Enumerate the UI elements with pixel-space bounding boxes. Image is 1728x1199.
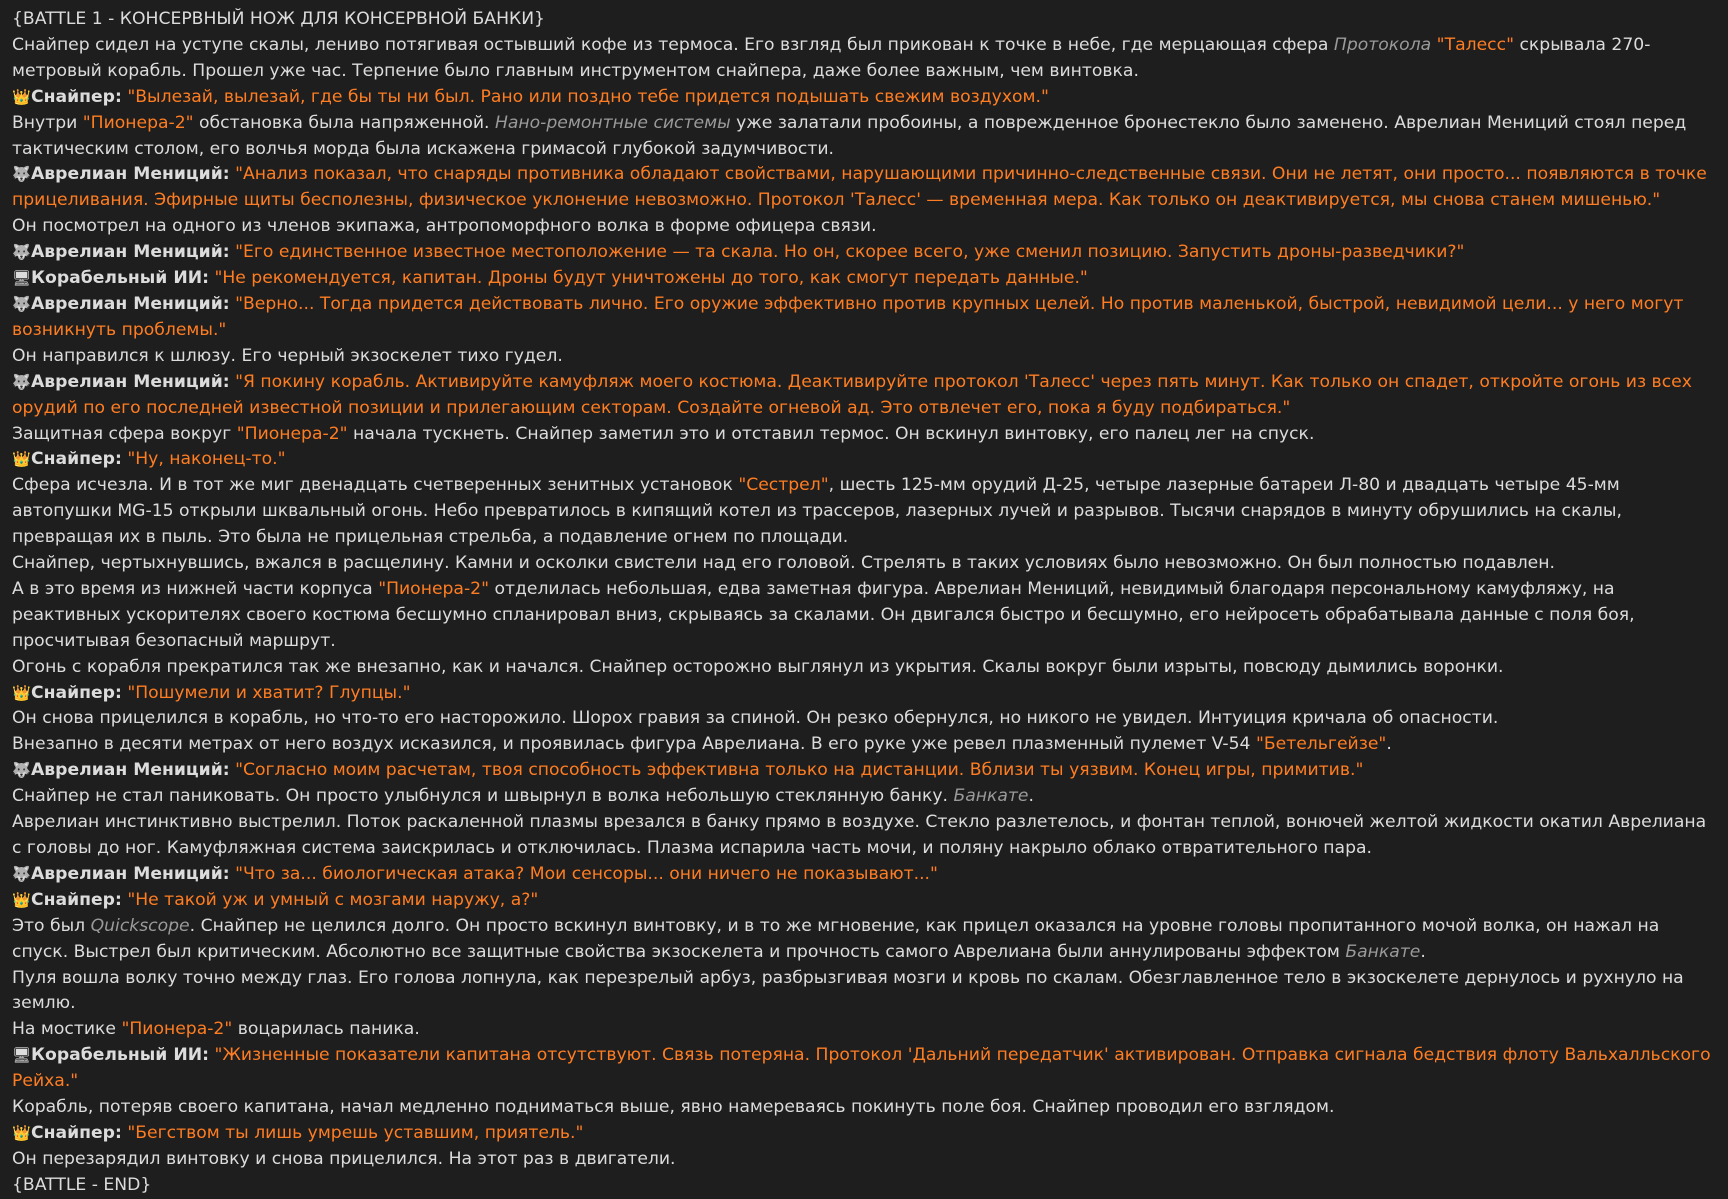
wolf-icon: 🐺 [12,243,31,262]
narration-line [12,33,1716,85]
crown-icon: 👑 [12,890,31,909]
narration-line [12,111,1716,163]
wolf-icon: 🐺 [12,372,31,391]
narration-line [12,1017,1716,1043]
dialogue-line [12,758,1716,784]
speaker-name: Снайпер: [31,1122,122,1143]
highlighted-text: "Сестрел" [738,475,829,496]
highlighted-text: "Жизненные показатели капитана отсутствуют. Связь потеряна. Протокол 'Дальний передатчик' активирован. Отправка сигнала бедствия флоту Вальхалльского Рейха." [12,1045,1711,1092]
italic-term: Банкате [1345,941,1421,962]
text-segment: Он посмотрел на одного из членов экипажа, антропоморфного волка в форме офицера связи. [12,216,877,237]
dialogue-line [12,370,1716,422]
dialogue-line [12,1121,1716,1147]
text-segment: А в это время из нижней части корпуса [12,578,379,599]
speaker-name: Снайпер: [31,86,122,107]
dialogue-line [12,447,1716,473]
narration-line [12,1173,1716,1199]
text-segment: Аврелиан инстинктивно выстрелил. Поток раскаленной плазмы врезался в банку прямо в воздухе. Стекло разлетелось, и фонтан теплой, вонючей желтой жидкости окатил Аврелиана с головы до ног. Камуфляжная система заискрилась и отключилась. Плазма испарила часть мочи, и поляну накрыло облако отвратительного пара. [12,812,1707,858]
dialogue-line [12,862,1716,888]
text-segment: скрывала 270-метровый корабль. Прошел уже час. Терпение было главным инструментом снайпера, даже более важным, чем винтовка. [12,34,1651,81]
dialogue-line [12,292,1716,344]
highlighted-text: "Бетельгейзе" [1255,734,1387,755]
monitor-icon: 🖥 [12,269,32,288]
text-segment: Сфера исчезла. И в тот же миг двенадцать счетверенных зенитных установок [12,475,739,496]
speaker-name: Аврелиан Мениций: [31,293,230,314]
text-segment: На мостике [12,1019,122,1040]
narration-line [12,784,1716,810]
text-segment: Защитная сфера вокруг [12,423,237,444]
highlighted-text: "Не такой уж и умный с мозгами наружу, а?" [127,889,539,910]
speaker-name: Аврелиан Мениций: [31,760,230,781]
speaker-name: Корабельный ИИ: [31,1045,209,1066]
text-segment: Это был [12,915,91,936]
speaker-name: Аврелиан Мениций: [31,863,230,884]
narration-line [12,655,1716,681]
text-segment: {BATTLE 1 - КОНСЕРВНЫЙ НОЖ ДЛЯ КОНСЕРВНОЙ БАНКИ} [12,9,545,29]
wolf-icon: 🐺 [12,864,31,883]
narration-line [12,551,1716,577]
text-segment: обстановка была напряженной. [193,112,495,133]
text-segment: уже залатали пробоины, а поврежденное бронестекло было заменено. Аврелиан Мениций стоял перед тактическим столом, его волчья морда была искажена гримасой глубокой задумчивости. [12,112,1687,159]
highlighted-text: "Пошумели и хватит? Глупцы." [127,682,411,703]
highlighted-text: "Его единственное известное местоположение — та скала. Но он, скорее всего, уже сменил позицию. Запустить дроны-разведчики?" [235,242,1465,263]
highlighted-text: "Верно... Тогда придется действовать лично. Его оружие эффективно против крупных целей. Но против маленькой, быстрой, невидимой цели... у него могут возникнуть проблемы." [12,293,1684,340]
wolf-icon: 🐺 [12,165,31,184]
text-segment: {BATTLE - END} [12,1174,152,1195]
monitor-icon: 🖥 [12,1046,32,1065]
text-segment: Внутри [12,112,83,133]
text-segment: Пуля вошла волку точно между глаз. Его голова лопнула, как перезрелый арбуз, разбрызгивая мозги и кровь по скалам. Обезглавленное тело в экзоскелете дернулось и рухнуло на землю. [12,967,1684,1014]
narration-line [12,706,1716,732]
text-segment: . Снайпер не целился долго. Он просто вскинул винтовку, и в то же мгновение, как прицел оказался на уровне головы пропитанного мочой волка, он нажал на спуск. Выстрел был критическим. Абсолютно все защитные свойства экзоскелета и прочность самого Аврелиана были аннулированы эффектом [12,915,1660,962]
narration-line [12,1147,1716,1173]
speaker-name: Снайпер: [31,682,122,703]
highlighted-text: "Вылезай, вылезай, где бы ты ни был. Рано или поздно тебе придется подышать свежим воздухом." [127,86,1049,107]
text-segment: начала тускнеть. Снайпер заметил это и отставил термос. Он вскинул винтовку, его палец лег на спуск. [347,423,1315,444]
speaker-name: Аврелиан Мениций: [31,164,230,185]
crown-icon: 👑 [12,683,31,702]
narration-line [12,914,1716,966]
narration-line [12,473,1716,551]
italic-term: Нано-ремонтные системы [494,112,731,133]
speaker-name: Аврелиан Мениций: [31,371,230,392]
text-segment: Снайпер, чертыхнувшись, вжался в расщелину. Камни и осколки свистели над его головой. Стрелять в таких условиях было невозможно. Он был полностью подавлен. [12,553,1555,574]
text-segment: отделилась небольшая, едва заметная фигура. Аврелиан Мениций, невидимый благодаря персональному камуфляжу, на реактивных ускорителях своего костюма бесшумно спланировал вниз, скрываясь за скалами. Он двигался быстро и бесшумно, его нейросеть обрабатывала данные с поля боя, просчитывая безопасный маршрут. [12,578,1635,651]
narration-line [12,214,1716,240]
text-segment: . [1028,786,1034,807]
dialogue-line [12,240,1716,266]
highlighted-text: "Пионера-2" [121,1019,233,1040]
dialogue-line [12,162,1716,214]
text-segment: Снайпер не стал паниковать. Он просто улыбнулся и швырнул в волка небольшую стеклянную банку. [12,786,954,807]
highlighted-text: "Талесс" [1436,34,1514,55]
text-segment: Огонь с корабля прекратился так же внезапно, как и начался. Снайпер осторожно выглянул из укрытия. Скалы вокруг были изрыты, повсюду дымились воронки. [12,656,1504,677]
dialogue-line [12,1043,1716,1095]
highlighted-text: "Бегством ты лишь умрешь уставшим, приятель." [127,1122,584,1143]
narration-line [12,7,1716,33]
highlighted-text: "Не рекомендуется, капитан. Дроны будут уничтожены до того, как смогут передать данные." [214,268,1088,289]
narration-line [12,344,1716,370]
text-segment: Снайпер сидел на уступе скалы, лениво потягивая остывший кофе из термоса. Его взгляд был прикован к точке в небе, где мерцающая сфера [12,34,1334,55]
speaker-name: Корабельный ИИ: [31,268,209,289]
highlighted-text: "Пионера-2" [236,423,348,444]
narration-line [12,966,1716,1018]
text-segment: Внезапно в десяти метрах от него воздух исказился, и проявилась фигура Аврелиана. В его руке уже ревел плазменный пулемет V-54 [12,734,1256,755]
text-segment: Корабль, потеряв своего капитана, начал медленно подниматься выше, явно намереваясь покинуть поле боя. Снайпер проводил его взглядом. [12,1097,1335,1118]
speaker-name: Снайпер: [31,889,122,910]
highlighted-text: "Согласно моим расчетам, твоя способность эффективна только на дистанции. Вблизи ты уязвим. Конец игры, примитив." [235,760,1364,781]
italic-term: Банкате [953,786,1029,807]
text-segment: Он перезарядил винтовку и снова прицелился. На этот раз в двигатели. [12,1148,676,1169]
text-segment: . [1386,734,1392,755]
italic-term: Протокола [1333,34,1432,55]
highlighted-text: "Пионера-2" [82,112,194,133]
highlighted-text: "Ну, наконец-то." [127,449,286,470]
text-segment: , шесть 125-мм орудий Д-25, четыре лазерные батареи Л-80 и двадцать четыре 45-мм автопушки MG-15 открыли шквальный огонь. Небо превратилось в кипящий котел из трассеров, лазерных лучей и разрывов. Тысячи снарядов в минуту обрушились на скалы, превращая их в пыль. Это была не прицельная стрельба, а подавление огнем по площади. [12,475,1622,548]
dialogue-line [12,681,1716,707]
italic-term: Quickscope [90,915,190,936]
highlighted-text: "Я покину корабль. Активируйте камуфляж моего костюма. Деактивируйте протокол 'Талесс' через пять минут. Как только он спадет, откройте огонь из всех орудий по его последней известной позиции и прилегающим секторам. Создайте огневой ад. Это отвлечет его, пока я буду подбираться." [12,371,1692,418]
text-segment: . [1420,941,1426,962]
highlighted-text: "Что за... биологическая атака? Мои сенсоры... они ничего не показывают..." [235,863,938,884]
dialogue-line [12,888,1716,914]
wolf-icon: 🐺 [12,761,31,780]
dialogue-line [12,85,1716,111]
highlighted-text: "Пионера-2" [378,578,489,599]
highlighted-text: "Анализ показал, что снаряды противника обладают свойствами, нарушающими причинно-следственные связи. Они не летят, они просто... появляются в точке прицеливания. Эфирные щиты бесполезны, физическое уклонение невозможно. Протокол 'Талесс' — временная мера. Как только он деактивируется, мы снова станем мишенью." [12,164,1707,211]
narration-line [12,1095,1716,1121]
dialogue-line [12,266,1716,292]
narration-line [12,422,1716,448]
wolf-icon: 🐺 [12,294,31,313]
speaker-name: Снайпер: [31,449,122,470]
text-segment: воцарилась паника. [232,1019,420,1040]
speaker-name: Аврелиан Мениций: [31,242,230,263]
narration-line [12,732,1716,758]
text-segment: Он снова прицелился в корабль, но что-то его насторожило. Шорох гравия за спиной. Он резко обернулся, но никого не увидел. Интуиция кричала об опасности. [12,708,1499,729]
narration-line [12,577,1716,655]
crown-icon: 👑 [12,1123,31,1142]
narration-line [12,810,1716,862]
crown-icon: 👑 [12,450,31,469]
text-segment: Он направился к шлюзу. Его черный экзоскелет тихо гудел. [12,345,563,366]
crown-icon: 👑 [12,87,31,106]
